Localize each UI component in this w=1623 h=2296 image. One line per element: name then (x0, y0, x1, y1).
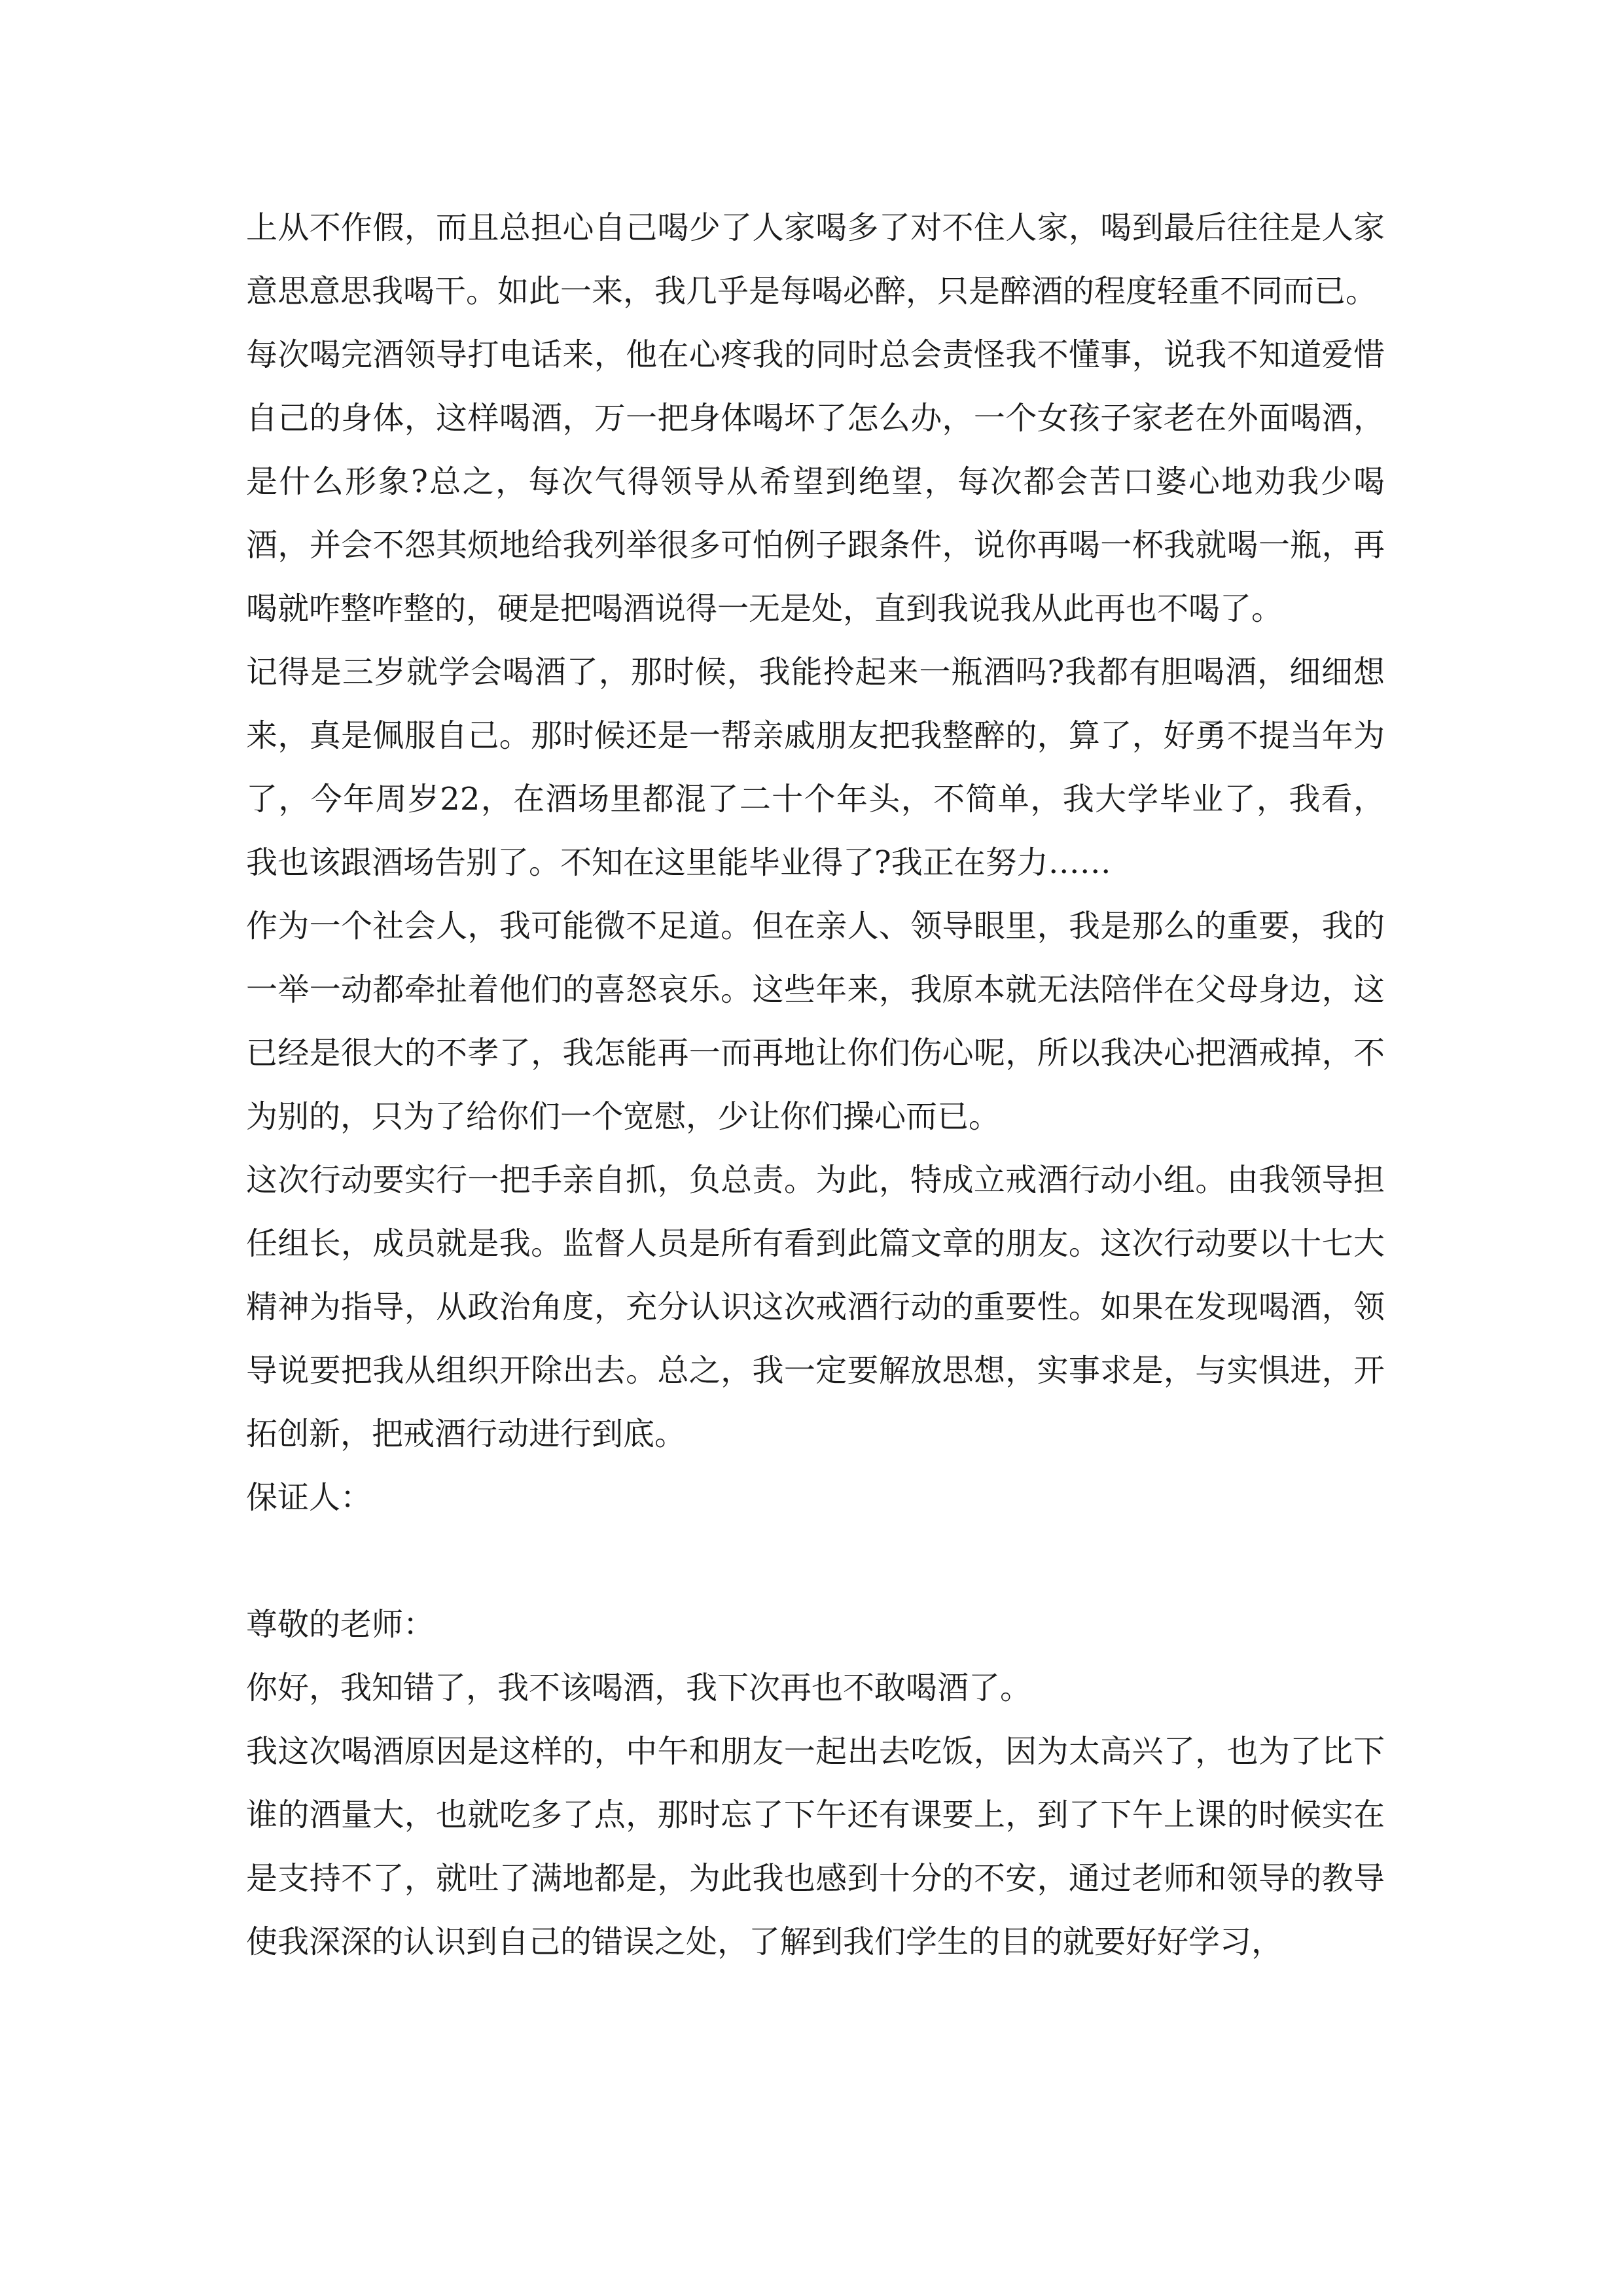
paragraph: 上从不作假，而且总担心自己喝少了人家喝多了对不住人家，喝到最后往往是人家意思意思我喝干。如此一来，我几乎是每喝必醉，只是醉酒的程度轻重不同而已。 (246, 209, 1385, 310)
paragraph: 这次行动要实行一把手亲自抓，负总责。为此，特成立戒酒行动小组。由我领导担任组长，成员就是我。监督人员是所有看到此篇文章的朋友。这次行动要以十七大精神为指导，从政治角度，充分认识这次戒酒行动的重要性。如果在发现喝酒，领导说要把我从组织开除出去。总之，我一定要解放思想，实事求是，与实惧进，开拓创新，把戒酒行动进行到底。 (246, 1162, 1385, 1452)
paragraph: 我这次喝酒原因是这样的，中午和朋友一起出去吃饭，因为太高兴了，也为了比下谁的酒量大，也就吃多了点，那时忘了下午还有课要上，到了下午上课的时候实在是支持不了，就吐了满地都是，为此我也感到十分的不安，通过老师和领导的教导使我深深的认识到自己的错误之处，了解到我们学生的目的就要好好学习， (246, 1733, 1385, 1960)
paragraph: 记得是三岁就学会喝酒了，那时候，我能拎起来一瓶酒吗?我都有胆喝酒，细细想来，真是佩服自己。那时候还是一帮亲戚朋友把我整醉的，算了，好勇不提当年为了，今年周岁22，在酒场里都混了二十个年头，不简单，我大学毕业了，我看，我也该跟酒场告别了。不知在这里能毕业得了?我正在努力…… (246, 654, 1385, 881)
paragraph: 每次喝完酒领导打电话来，他在心疼我的同时总会责怪我不懂事，说我不知道爱惜自己的身体，这样喝酒，万一把身体喝坏了怎么办，一个女孩子家老在外面喝酒，是什么形象?总之，每次气得领导从希望到绝望，每次都会苦口婆心地劝我少喝酒，并会不怨其烦地给我列举很多可怕例子跟条件，说你再喝一杯我就喝一瓶，再喝就咋整咋整的，硬是把喝酒说得一无是处，直到我说我从此再也不喝了。 (246, 336, 1385, 627)
section-gap (246, 1530, 1385, 1593)
document-body (246, 196, 1385, 1974)
salutation: 尊敬的老师： (246, 1606, 435, 1643)
paragraph: 作为一个社会人，我可能微不足道。但在亲人、领导眼里，我是那么的重要，我的一举一动都牵扯着他们的喜怒哀乐。这些年来，我原本就无法陪伴在父母身边，这已经是很大的不孝了，我怎能再一而再地让你们伤心呢，所以我决心把酒戒掉，不为别的，只为了给你们一个宽慰，少让你们操心而已。 (246, 908, 1385, 1135)
paragraph: 你好，我知错了，我不该喝酒，我下次再也不敢喝酒了。 (246, 1670, 1032, 1706)
guarantor-label: 保证人： (246, 1479, 372, 1516)
